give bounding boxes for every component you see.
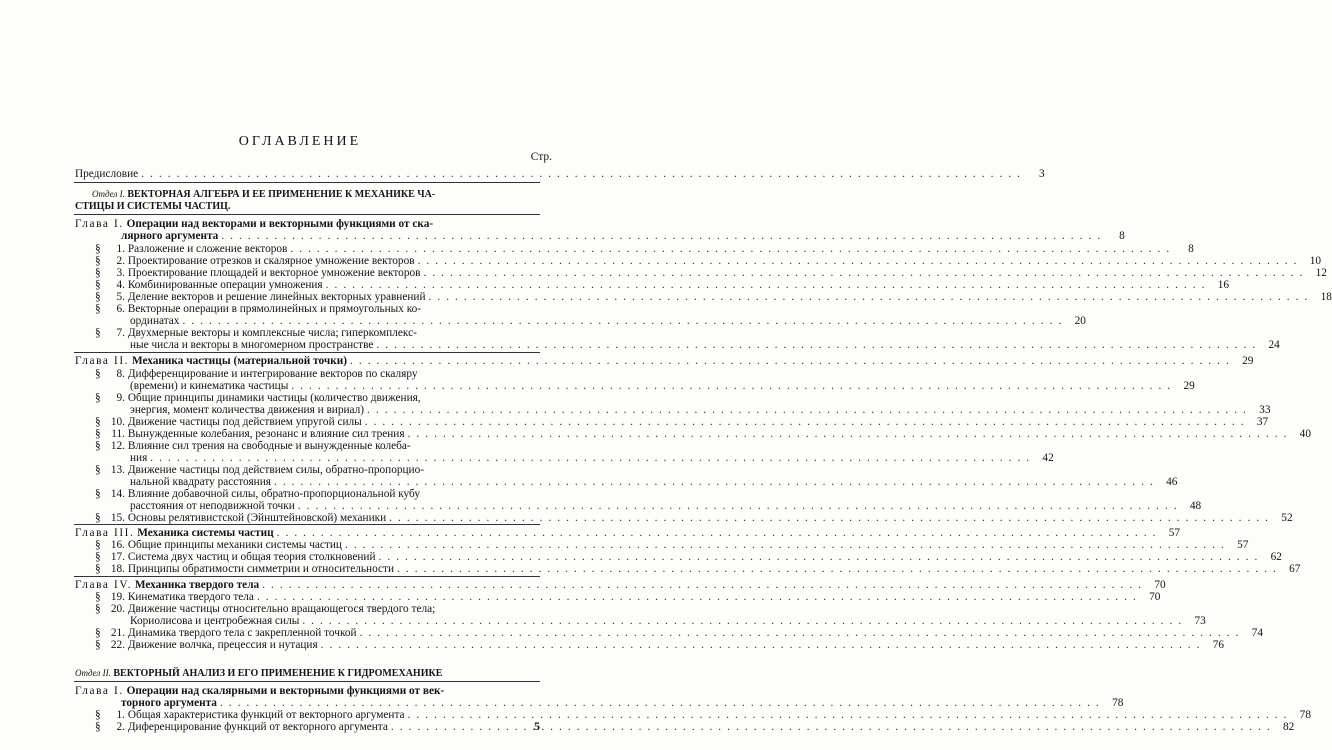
divider: [74, 576, 540, 577]
toc-entry-cont: нальной квадрату расстояния . . . 46: [130, 476, 540, 488]
divider: [74, 352, 540, 353]
toc-entry[interactable]: § 1. Общая характеристика функций от векторного аргумента . . . 78: [95, 709, 540, 721]
toc-entry[interactable]: § 14. Влияние добавочной силы, обратно-пропорциональной кубу: [95, 488, 421, 500]
toc-entry[interactable]: § 17. Система двух частиц и общая теория столкновений . . . 62: [95, 551, 540, 563]
chapter-heading[interactable]: Глава I. Операции над скалярными и векторными функциями от век-: [75, 685, 445, 697]
toc-entry-cont: расстояния от неподвижной точки . . . 48: [130, 500, 540, 512]
divider: [74, 214, 540, 215]
page-number: 5: [534, 719, 540, 733]
toc-entry[interactable]: § 2. Проектирование отрезков и скалярное умножение векторов . . . 10: [95, 255, 540, 267]
chapter-heading-cont: лярного аргумента . . . 8: [121, 230, 540, 242]
toc-entry[interactable]: § 2. Диференцирование функций от векторного аргумента . . . 82: [95, 721, 540, 733]
page-title: ОГЛАВЛЕНИЕ: [238, 134, 362, 149]
toc-entry[interactable]: § 18. Принципы обратимости симметрии и относительности . . . 67: [95, 563, 540, 575]
toc-entry[interactable]: § 5. Деление векторов и решение линейных векторных уравнений . . . 18: [95, 291, 540, 303]
toc-entry-preface[interactable]: [75, 168, 1045, 180]
chapter-heading[interactable]: Глава IV. Механика твердого тела . . . 70: [75, 579, 540, 591]
toc-entry[interactable]: § 22. Движение волчка, прецессия и нутация . . . 76: [95, 639, 540, 651]
entry-page: 3: [1038, 168, 1045, 180]
entry-text: Предисловие: [75, 168, 139, 180]
page-column-label: Стр.: [530, 151, 552, 163]
toc-entry-cont: ния . . . 42: [130, 452, 540, 464]
part-heading: Отдел II. ВЕКТОРНЫЙ АНАЛИЗ И ЕГО ПРИМЕНЕНИЕ К ГИДРОМЕХАНИКЕ: [75, 668, 443, 679]
toc-entry-cont: (времени) и кинематика частицы . . . 29: [130, 380, 540, 392]
toc-entry[interactable]: § 16. Общие принципы механики системы частиц . . . 57: [95, 539, 540, 551]
toc-entry-cont: ные числа и векторы в многомерном пространстве . . . 24: [130, 339, 540, 351]
part-heading-cont: СТИЦЫ И СИСТЕМЫ ЧАСТИЦ.: [75, 201, 231, 212]
toc-entry[interactable]: § 13. Движение частицы под действием силы, обратно-пропорцио-: [95, 464, 425, 476]
chapter-heading[interactable]: Глава III. Механика системы частиц . . . 57: [75, 527, 540, 539]
toc-entry[interactable]: § 1. Разложение и сложение векторов . . . 8: [95, 243, 540, 255]
toc-entry[interactable]: § 20. Движение частицы относительно вращающегося твердого тела;: [95, 603, 436, 615]
chapter-heading[interactable]: Глава I. Операции над векторами и векторными функциями от ска-: [75, 218, 434, 230]
toc-entry[interactable]: § 12. Влияние сил трения на свободные и вынужденные колеба-: [95, 440, 411, 452]
toc-entry[interactable]: § 10. Движение частицы под действием упругой силы . . . 37: [95, 416, 540, 428]
toc-entry[interactable]: § 3. Проектирование площадей и векторное умножение векторов . . . 12: [95, 267, 540, 279]
toc-entry[interactable]: § 21. Динамика твердого тела с закрепленной точкой . . . 74: [95, 627, 540, 639]
toc-entry[interactable]: § 11. Вынужденные колебания, резонанс и влияние сил трения . . . 40: [95, 428, 540, 440]
toc-entry[interactable]: § 4. Комбинированные операции умножения . . . 16: [95, 279, 540, 291]
toc-entry-cont: ординатах . . . 20: [130, 315, 540, 327]
chapter-heading-cont: торного аргумента . . . 78: [121, 697, 540, 709]
divider: [74, 182, 540, 183]
toc-entry[interactable]: § 8. Дифференцирование и интегрирование векторов по скаляру: [95, 368, 418, 380]
part-heading: Отдел I. ВЕКТОРНАЯ АЛГЕБРА И ЕЕ ПРИМЕНЕНИЕ К МЕХАНИКЕ ЧА-: [92, 189, 436, 200]
toc-entry-cont: Кориолисова и центробежная силы . . . 73: [130, 615, 540, 627]
toc-entry-cont: энергия, момент количества движения и вириал) . . . 33: [130, 404, 540, 416]
chapter-heading[interactable]: Глава II. Механика частицы (материальной точки) . . . 29: [75, 355, 540, 367]
toc-entry[interactable]: § 6. Векторные операции в прямолинейных и прямоугольных ко-: [95, 303, 422, 315]
toc-entry[interactable]: § 9. Общие принципы динамики частицы (количество движения,: [95, 392, 421, 404]
divider: [74, 681, 540, 682]
toc-entry[interactable]: § 15. Основы релятивистской (Эйнштейновской) механики . . . 52: [95, 512, 540, 524]
toc-entry[interactable]: § 19. Кинематика твердого тела . . . 70: [95, 591, 540, 603]
divider: [74, 524, 540, 525]
toc-entry[interactable]: § 7. Двухмерные векторы и комплексные числа; гиперкомплекс-: [95, 327, 417, 339]
